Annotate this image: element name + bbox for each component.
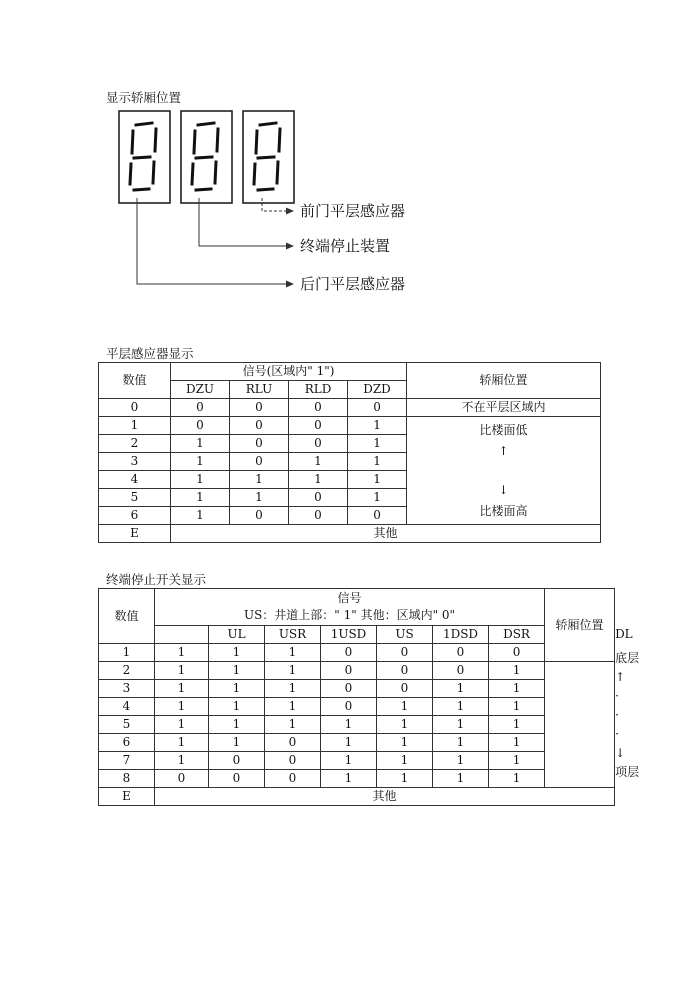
- cell-signal: 1: [489, 716, 545, 734]
- position-higher: 比楼面高: [479, 503, 528, 518]
- seven-segment-diagram: [0, 0, 700, 340]
- cell-signal: 1: [171, 489, 230, 507]
- cell-signal: 1: [433, 680, 489, 698]
- cell-signal: 1: [289, 471, 348, 489]
- segment-bar: [258, 189, 273, 190]
- cell-signal: 0: [321, 680, 377, 698]
- cell-signal: 1: [433, 770, 489, 788]
- cell-signal: 0: [230, 435, 289, 453]
- table-row: [99, 788, 615, 806]
- cell-signal: 1: [265, 698, 321, 716]
- cell-signal: 0: [171, 399, 230, 417]
- cell-signal: 1: [209, 644, 265, 662]
- connector-terminal: [199, 198, 288, 246]
- cell-signal: 0: [348, 399, 407, 417]
- section3-title: 终端停止开关显示: [106, 572, 207, 587]
- segment-bar: [134, 157, 150, 158]
- header-value-spacer: [155, 626, 209, 644]
- cell-signal: 0: [289, 417, 348, 435]
- cell-signal: 1: [377, 770, 433, 788]
- cell-signal: 1: [321, 752, 377, 770]
- cell-signal: 0: [289, 507, 348, 525]
- segment-bar: [277, 162, 278, 183]
- cell-signal: 1: [265, 680, 321, 698]
- segment-bar: [196, 189, 211, 190]
- cell-signal: 1: [155, 644, 209, 662]
- cell-signal: 1: [171, 435, 230, 453]
- cell-signal: 1: [209, 716, 265, 734]
- cell-signal: 1: [377, 698, 433, 716]
- section1-title: 显示轿厢位置: [106, 90, 182, 105]
- cell-signal: 1: [155, 716, 209, 734]
- cell-signal: 0: [489, 644, 545, 662]
- header-1dsd: 1DSD: [433, 626, 489, 644]
- cell-value: 4: [99, 471, 171, 489]
- segment-bars: [130, 123, 280, 190]
- cell-signal: 1: [489, 752, 545, 770]
- terminal-stop-table: 数值 信号 US：井道上部：" 1" 其他：区域内" 0" 轿厢位置 UL USR 1USD US 1DSD DSR DL 1 1 1 1 0 0 0 0 底层 ↑ · · · ↓ 项层 2 1 1 1 0 0 0 1 3 1 1 1 0 0 1 1 4 1 1 1 0 1 1 1 5 1 1 1 1 1 1 1 6 1 1 0 1 1 1 1 7 1 0 0 1 1 1 1 8 0 0 0 1 1 1 1 E 其他: [98, 588, 615, 806]
- cell-signal: 1: [433, 752, 489, 770]
- cell-signal: 0: [265, 734, 321, 752]
- cell-signal: 0: [377, 662, 433, 680]
- cell-value: 4: [99, 698, 155, 716]
- cell-signal: 1: [230, 489, 289, 507]
- cell-signal: 1: [289, 453, 348, 471]
- header-signal-title: 信号: [337, 591, 362, 605]
- table-row: 1 1 1 1 0 0 0 0 底层 ↑ · · · ↓ 项层: [99, 644, 615, 662]
- table-row: [99, 716, 615, 734]
- cell-value: 6: [99, 734, 155, 752]
- arrow-rear: [286, 281, 294, 288]
- cell-signal: 1: [171, 507, 230, 525]
- cell-signal: 1: [171, 453, 230, 471]
- header-signal: 信号(区域内" 1"): [171, 363, 407, 381]
- connector-front: [262, 198, 288, 211]
- segment-bar: [196, 157, 212, 158]
- segment-bar: [155, 129, 156, 151]
- cell-signal: 1: [377, 752, 433, 770]
- table-row: [99, 662, 615, 680]
- cell-signal: 0: [433, 644, 489, 662]
- header-rlu: RLU: [230, 381, 289, 399]
- cell-value: 1: [99, 644, 155, 662]
- cell-signal: 0: [155, 770, 209, 788]
- cell-value: 7: [99, 752, 155, 770]
- header-signal-note: US：井道上部：" 1" 其他：区域内" 0": [243, 608, 456, 622]
- section2-title: 平层感应器显示: [106, 346, 194, 361]
- segment-bar: [256, 131, 257, 153]
- cell-signal: 1: [489, 770, 545, 788]
- position-lower: 比楼面低: [479, 422, 528, 437]
- cell-signal: 1: [265, 644, 321, 662]
- cell-signal: 0: [230, 399, 289, 417]
- cell-signal: 1: [321, 716, 377, 734]
- cell-signal: 1: [209, 680, 265, 698]
- cell-signal: 1: [348, 435, 407, 453]
- cell-signal: 0: [209, 770, 265, 788]
- cell-position: 不在平层区域内: [407, 399, 601, 417]
- header-value: 数值: [99, 589, 155, 644]
- cell-signal: 1: [348, 417, 407, 435]
- header-position: 轿厢位置: [407, 363, 601, 399]
- header-value: 数值: [99, 363, 171, 399]
- segment-bar: [254, 164, 255, 184]
- cell-signal: 0: [289, 399, 348, 417]
- cell-signal: 0: [321, 698, 377, 716]
- table-row: [99, 417, 601, 435]
- cell-signal: 0: [230, 453, 289, 471]
- header-position: 轿厢位置: [545, 589, 615, 662]
- cell-value: 2: [99, 662, 155, 680]
- header-1usd: 1USD: [321, 626, 377, 644]
- arrow-up-icon: ↑: [498, 443, 509, 458]
- cell-signal: 0: [171, 417, 230, 435]
- cell-signal: 0: [321, 644, 377, 662]
- cell-signal: 1: [155, 698, 209, 716]
- segment-bar: [192, 164, 193, 184]
- cell-signal: 0: [209, 752, 265, 770]
- label-rear-door-sensor: 后门平层感应器: [300, 275, 406, 293]
- cell-signal: 1: [321, 734, 377, 752]
- leveling-sensor-table: [98, 362, 601, 543]
- cell-signal: 1: [155, 662, 209, 680]
- cell-signal: 1: [209, 734, 265, 752]
- cell-signal: 0: [348, 507, 407, 525]
- header-rld: RLD: [289, 381, 348, 399]
- cell-signal: 1: [489, 662, 545, 680]
- cell-signal: 1: [155, 734, 209, 752]
- cell-signal: 1: [348, 471, 407, 489]
- cell-signal: 1: [171, 471, 230, 489]
- table-row: [99, 770, 615, 788]
- cell-signal: 0: [377, 644, 433, 662]
- header-signal: [155, 589, 545, 626]
- cell-value: 0: [99, 399, 171, 417]
- cell-value: 5: [99, 716, 155, 734]
- cell-value: 2: [99, 435, 171, 453]
- header-dsr: DSR: [489, 626, 545, 644]
- segment-bar: [134, 189, 149, 190]
- cell-other: 其他: [171, 525, 601, 543]
- cell-value: 6: [99, 507, 171, 525]
- segment-bar: [130, 164, 131, 184]
- cell-position-range: [407, 417, 601, 525]
- header-usr: USR: [265, 626, 321, 644]
- cell-signal: 0: [230, 417, 289, 435]
- label-front-door-sensor: 前门平层感应器: [300, 202, 406, 220]
- table-row: [99, 399, 601, 417]
- cell-signal: 0: [289, 435, 348, 453]
- cell-signal: 1: [489, 680, 545, 698]
- segment-bar: [258, 157, 274, 158]
- segment-bar: [153, 162, 154, 183]
- segment-bar: [217, 129, 218, 151]
- cell-signal: 1: [489, 698, 545, 716]
- segment-bar: [194, 131, 195, 153]
- segment-bar: [279, 129, 280, 151]
- cell-signal: 0: [230, 507, 289, 525]
- cell-signal: 1: [433, 716, 489, 734]
- cell-signal: 0: [377, 680, 433, 698]
- header-ul: UL: [209, 626, 265, 644]
- header-us: US: [377, 626, 433, 644]
- table-row: [99, 698, 615, 716]
- cell-signal: 1: [348, 489, 407, 507]
- cell-signal: 0: [289, 489, 348, 507]
- segment-bar: [215, 162, 216, 183]
- table-row: [99, 680, 615, 698]
- connector-arrows: [286, 208, 294, 288]
- label-terminal-stop: 终端停止装置: [300, 237, 391, 255]
- cell-signal: 1: [377, 716, 433, 734]
- cell-signal: 1: [265, 716, 321, 734]
- cell-signal: 1: [348, 453, 407, 471]
- header-dzd: DZD: [348, 381, 407, 399]
- arrow-front: [286, 208, 294, 215]
- cell-value: E: [99, 788, 155, 806]
- cell-signal: 1: [265, 662, 321, 680]
- cell-other: 其他: [155, 788, 615, 806]
- cell-signal: 0: [433, 662, 489, 680]
- arrow-down-icon: ↓: [498, 482, 509, 497]
- segment-bar: [260, 123, 276, 125]
- connector-lines: [137, 198, 288, 284]
- cell-signal: 1: [433, 734, 489, 752]
- cell-signal: 0: [265, 752, 321, 770]
- cell-value: 3: [99, 453, 171, 471]
- table-row: [99, 752, 615, 770]
- segment-bar: [198, 123, 214, 125]
- cell-signal: 1: [209, 662, 265, 680]
- cell-signal: 1: [209, 698, 265, 716]
- cell-signal: 1: [377, 734, 433, 752]
- segment-bar: [136, 123, 152, 125]
- arrow-terminal: [286, 243, 294, 250]
- cell-signal: 1: [489, 734, 545, 752]
- cell-value: 3: [99, 680, 155, 698]
- table-row: [99, 734, 615, 752]
- cell-signal: 1: [155, 752, 209, 770]
- segment-bar: [132, 131, 133, 153]
- cell-value: 5: [99, 489, 171, 507]
- cell-value: E: [99, 525, 171, 543]
- cell-signal: 0: [321, 662, 377, 680]
- cell-signal: 1: [155, 680, 209, 698]
- header-dzu: DZU: [171, 381, 230, 399]
- table-row: [99, 525, 601, 543]
- cell-value: 1: [99, 417, 171, 435]
- cell-signal: 1: [433, 698, 489, 716]
- cell-signal: 1: [321, 770, 377, 788]
- cell-signal: 0: [265, 770, 321, 788]
- cell-value: 8: [99, 770, 155, 788]
- cell-signal: 1: [230, 471, 289, 489]
